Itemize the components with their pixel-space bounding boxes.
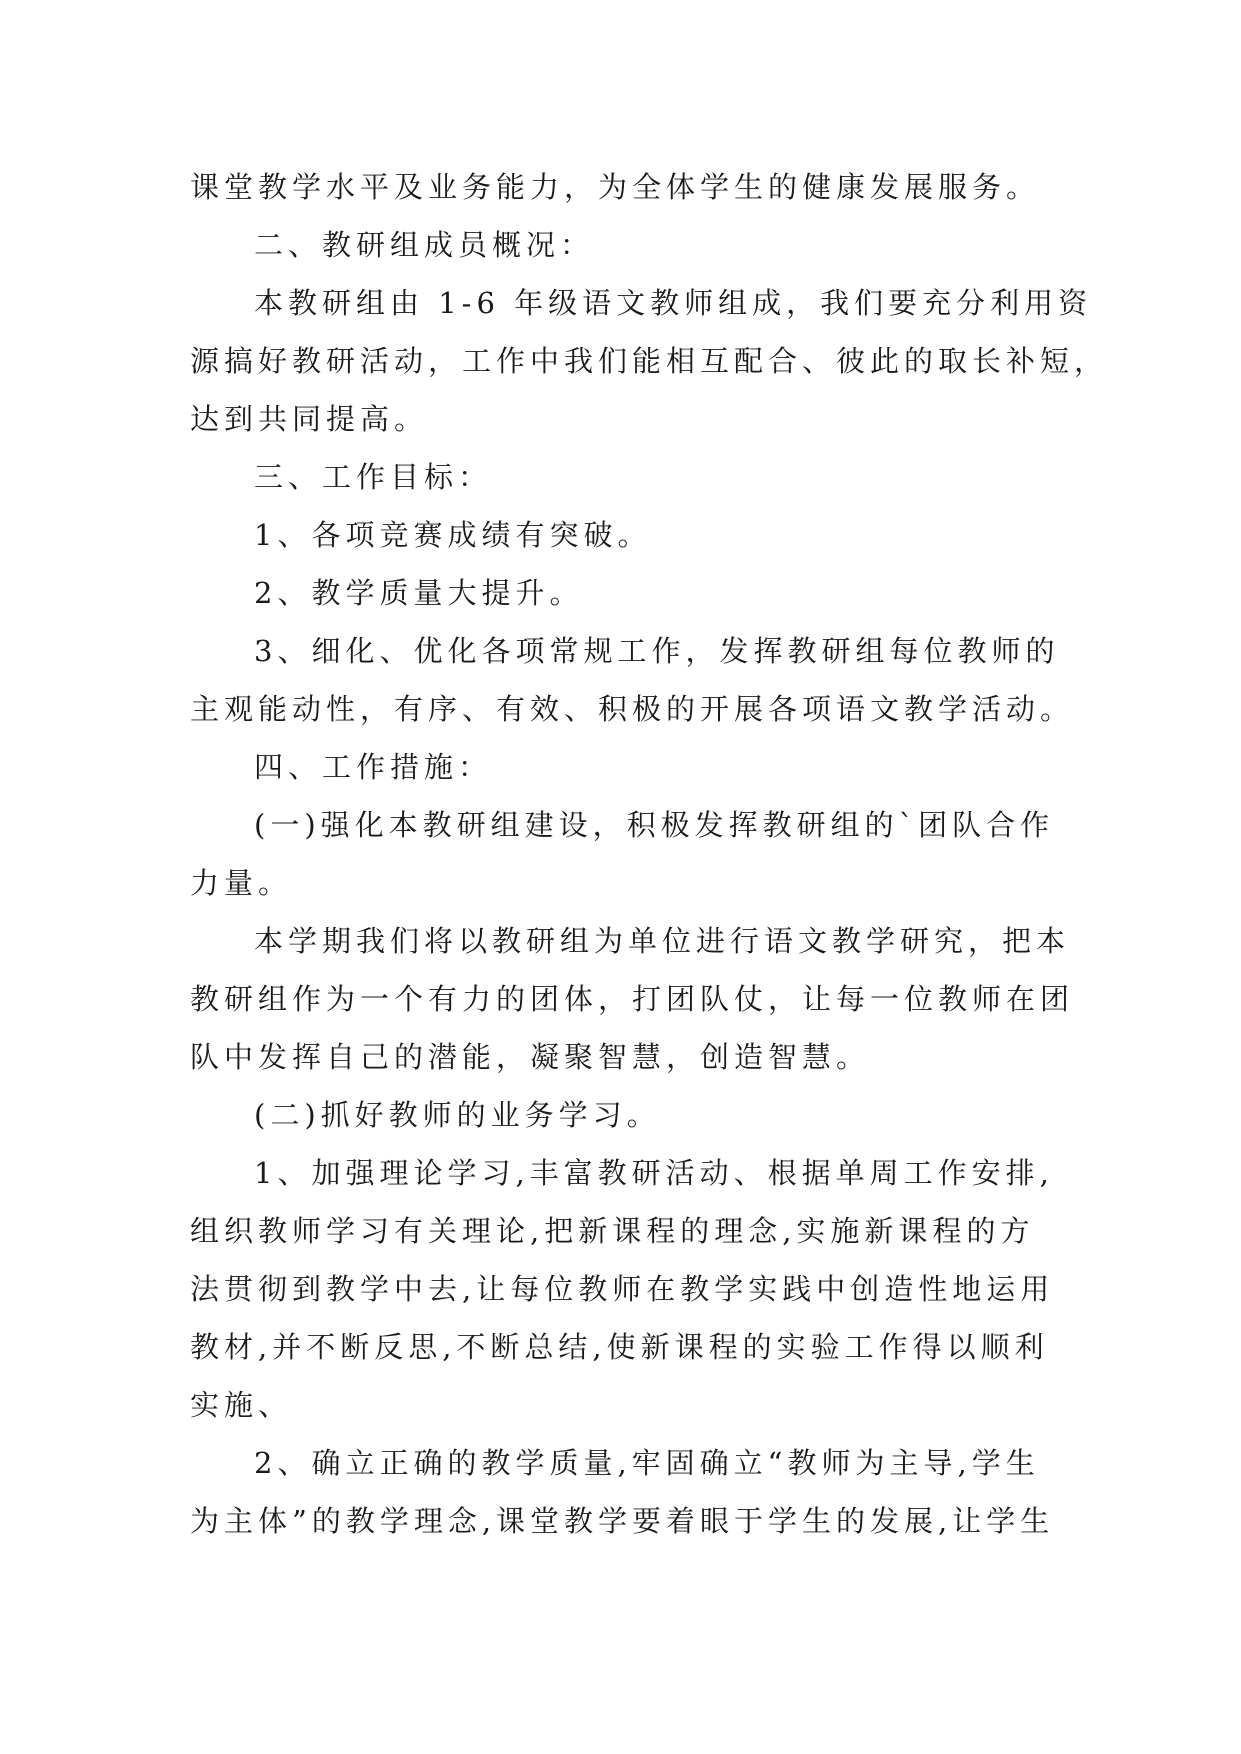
text-line: 教材,并不断反思,不断总结,使新课程的实验工作得以顺利 [190,1330,1049,1364]
text-line: 3、细化、优化各项常规工作，发挥教研组每位教师的 [254,634,1060,668]
text-line: 1、各项竞赛成绩有突破。 [254,518,652,552]
document-body [190,158,1109,1550]
text-line: (二)抓好教师的业务学习。 [254,1098,661,1132]
text-line: 组织教师学习有关理论,把新课程的理念,实施新课程的方 [190,1214,1035,1248]
text-line: 本学期我们将以教研组为单位进行语文教学研究，把本 [254,924,1071,958]
text-line: 实施、 [190,1388,293,1422]
text-line: 2、确立正确的教学质量,牢固确立“教师为主导,学生 [254,1446,1040,1480]
text-line: 为主体”的教学理念,课堂教学要着眼于学生的发展,让学生 [190,1504,1055,1538]
text-line: 法贯彻到教学中去,让每位教师在教学实践中创造性地运用 [190,1272,1055,1306]
text-line: 1、加强理论学习,丰富教研活动、根据单周工作安排, [254,1156,1054,1190]
text-line: 二、教研组成员概况： [254,228,595,262]
text-line: 主观能动性，有序、有效、积极的开展各项语文教学活动。 [190,692,1075,726]
text-line: (一)强化本教研组建设，积极发挥教研组的`团队合作 [254,808,1055,842]
text-line: 四、工作措施： [254,750,493,784]
text-line: 2、教学质量大提升。 [254,576,584,610]
text-line: 三、工作目标： [254,460,493,494]
text-line: 本教研组由 1-6 年级语文教师组成，我们要充分利用资 [254,286,1093,320]
text-line: 力量。 [190,866,293,900]
text-line: 源搞好教研活动，工作中我们能相互配合、彼此的取长补短， [190,344,1109,378]
text-line: 队中发挥自己的潜能，凝聚智慧，创造智慧。 [190,1040,871,1074]
text-line: 课堂教学水平及业务能力，为全体学生的健康发展服务。 [190,170,1041,204]
text-line: 达到共同提高。 [190,402,429,436]
text-line: 教研组作为一个有力的团体，打团队仗，让每一位教师在团 [190,982,1075,1016]
